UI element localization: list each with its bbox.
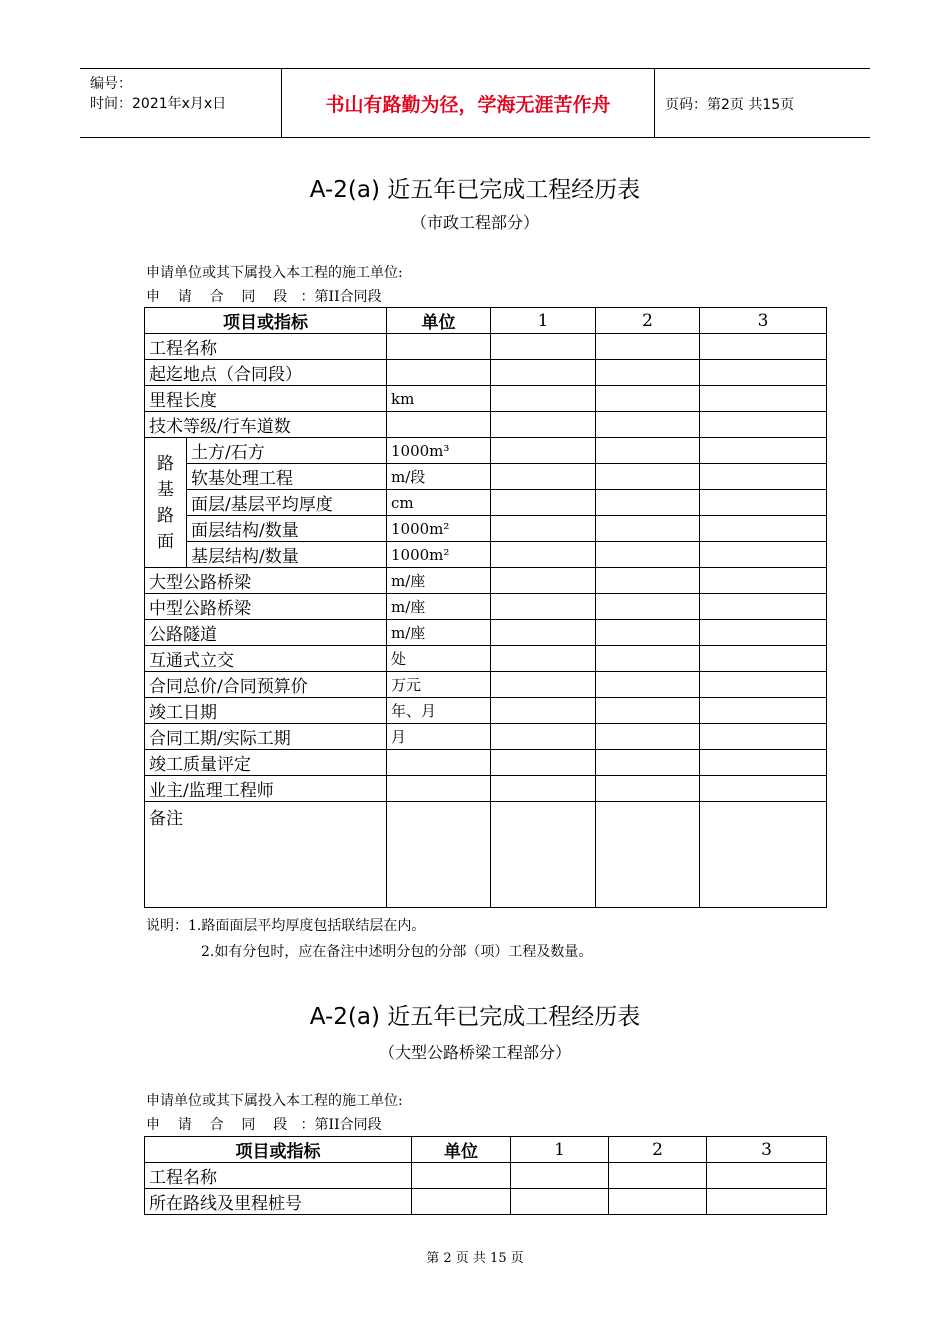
- table-cell: [700, 750, 827, 776]
- table-row: [145, 1189, 827, 1215]
- table-cell: [596, 516, 700, 542]
- header-page-label: 页码：第2页 共15页: [665, 97, 795, 113]
- table-cell: [609, 1189, 707, 1215]
- table-cell: [596, 438, 700, 464]
- section1-applicant-line: 申请单位或其下属投入本工程的施工单位:: [146, 265, 403, 281]
- table-cell: [491, 620, 596, 646]
- row-unit: 年、月: [387, 698, 491, 724]
- table-cell: [596, 412, 700, 438]
- table-cell: [491, 516, 596, 542]
- header-col-1: 1: [491, 308, 596, 334]
- note-2: 2.如有分包时，应在备注中述明分包的分部（项）工程及数量。: [201, 944, 593, 960]
- row-unit: [412, 1189, 511, 1215]
- section2-subtitle: （大型公路桥梁工程部分）: [378, 1043, 571, 1062]
- table-cell: [491, 412, 596, 438]
- table-cell: [596, 698, 700, 724]
- table-cell: [596, 594, 700, 620]
- table-row: [145, 542, 827, 568]
- row-unit: [387, 360, 491, 386]
- table-cell: [707, 1189, 827, 1215]
- table-cell: [700, 802, 827, 908]
- table-cell: [700, 412, 827, 438]
- row-unit: 1000m²: [387, 516, 491, 542]
- table-row: [145, 724, 827, 750]
- table-cell: [511, 1189, 609, 1215]
- table-cell: [596, 542, 700, 568]
- table-cell: [596, 360, 700, 386]
- table-row: [145, 646, 827, 672]
- row-item: 里程长度: [145, 386, 387, 412]
- row-unit: 1000m³: [387, 438, 491, 464]
- table-cell: [491, 646, 596, 672]
- table-row: [145, 1163, 827, 1189]
- row-unit: [387, 334, 491, 360]
- table-cell: [511, 1163, 609, 1189]
- table-row: [145, 334, 827, 360]
- header-item: 项目或指标: [145, 308, 387, 334]
- header-col-3: 3: [707, 1137, 827, 1163]
- table-cell: [700, 464, 827, 490]
- table-cell: [596, 620, 700, 646]
- table-cell: [700, 646, 827, 672]
- section1-table: [144, 307, 827, 908]
- table-cell: [491, 672, 596, 698]
- table-cell: [596, 386, 700, 412]
- header-motto: 书山有路勤为径，学海无涯苦作舟: [281, 69, 655, 137]
- row-item: 竣工质量评定: [145, 750, 387, 776]
- group-label-text: 路基路面: [157, 453, 174, 552]
- table-cell: [700, 568, 827, 594]
- row-item: 合同工期/实际工期: [145, 724, 387, 750]
- table-row: [145, 490, 827, 516]
- row-item: 面层/基层平均厚度: [187, 490, 387, 516]
- table-cell: [596, 802, 700, 908]
- header-col-3: 3: [700, 308, 827, 334]
- row-item: 所在路线及里程桩号: [145, 1189, 412, 1215]
- table-cell: [700, 672, 827, 698]
- table-cell: [491, 386, 596, 412]
- table-cell: [700, 542, 827, 568]
- row-item: 工程名称: [145, 1163, 412, 1189]
- table-row: [145, 438, 827, 464]
- row-item: 起迄地点（合同段）: [145, 360, 387, 386]
- table-header-row: [145, 308, 827, 334]
- table-row: [145, 516, 827, 542]
- table-cell: [700, 698, 827, 724]
- table-cell: [491, 542, 596, 568]
- header-left-cell: [80, 69, 281, 137]
- row-item: 基层结构/数量: [187, 542, 387, 568]
- header-item: 项目或指标: [145, 1137, 412, 1163]
- table-cell: [491, 802, 596, 908]
- header-col-2: 2: [596, 308, 700, 334]
- page-header: [80, 68, 870, 138]
- table-cell: [700, 724, 827, 750]
- table-row: [145, 594, 827, 620]
- row-item: 土方/石方: [187, 438, 387, 464]
- header-col-2: 2: [609, 1137, 707, 1163]
- table-cell: [491, 490, 596, 516]
- row-item: 公路隧道: [145, 620, 387, 646]
- row-item: 面层结构/数量: [187, 516, 387, 542]
- row-unit: 万元: [387, 672, 491, 698]
- table-cell: [491, 750, 596, 776]
- section2-title: A-2(a) 近五年已完成工程经历表: [309, 1004, 641, 1030]
- table-row: [145, 464, 827, 490]
- row-unit: 1000m²: [387, 542, 491, 568]
- row-item: 大型公路桥梁: [145, 568, 387, 594]
- section1-contract-line: 申 请 合 同 段 ：第II合同段: [146, 289, 382, 305]
- table-cell: [700, 490, 827, 516]
- table-row: [145, 672, 827, 698]
- table-row: [145, 360, 827, 386]
- page-footer: 第 2 页 共 15 页: [426, 1251, 524, 1266]
- row-item: 竣工日期: [145, 698, 387, 724]
- row-unit: m/座: [387, 620, 491, 646]
- section2-contract-line: 申 请 合 同 段 ：第II合同段: [146, 1117, 382, 1133]
- table-cell: [596, 490, 700, 516]
- group-label: [145, 438, 187, 568]
- table-cell: [491, 438, 596, 464]
- table-cell: [491, 776, 596, 802]
- header-unit: 单位: [412, 1137, 511, 1163]
- row-item: 技术等级/行车道数: [145, 412, 387, 438]
- row-item: 工程名称: [145, 334, 387, 360]
- table-cell: [491, 334, 596, 360]
- table-cell: [491, 594, 596, 620]
- row-unit: m/座: [387, 594, 491, 620]
- remark-row: [145, 802, 827, 908]
- row-unit: cm: [387, 490, 491, 516]
- header-unit: 单位: [387, 308, 491, 334]
- table-cell: [596, 724, 700, 750]
- row-item: 软基处理工程: [187, 464, 387, 490]
- table-cell: [596, 568, 700, 594]
- row-item: 中型公路桥梁: [145, 594, 387, 620]
- table-cell: [491, 698, 596, 724]
- section2-applicant-line: 申请单位或其下属投入本工程的施工单位:: [146, 1093, 403, 1109]
- table-header-row: [145, 1137, 827, 1163]
- row-item: 业主/监理工程师: [145, 776, 387, 802]
- section1-title: A-2(a) 近五年已完成工程经历表: [309, 177, 641, 203]
- table-cell: [700, 620, 827, 646]
- table-cell: [491, 724, 596, 750]
- table-cell: [491, 360, 596, 386]
- table-cell: [700, 334, 827, 360]
- table-cell: [596, 776, 700, 802]
- table-cell: [700, 438, 827, 464]
- section2-table: [144, 1136, 827, 1215]
- date-label: 时间：2021年x月x日: [90, 96, 227, 112]
- table-cell: [596, 750, 700, 776]
- row-unit: km: [387, 386, 491, 412]
- row-item: 合同总价/合同预算价: [145, 672, 387, 698]
- table-cell: [596, 646, 700, 672]
- section1-subtitle: （市政工程部分）: [410, 213, 539, 232]
- table-cell: [491, 464, 596, 490]
- row-item: 互通式立交: [145, 646, 387, 672]
- table-cell: [596, 464, 700, 490]
- row-unit: 处: [387, 646, 491, 672]
- header-col-1: 1: [511, 1137, 609, 1163]
- table-cell: [700, 776, 827, 802]
- row-unit: m/座: [387, 568, 491, 594]
- table-row: [145, 620, 827, 646]
- table-row: [145, 412, 827, 438]
- row-unit: [387, 776, 491, 802]
- table-cell: [491, 568, 596, 594]
- row-unit: 月: [387, 724, 491, 750]
- table-row: [145, 386, 827, 412]
- table-row: [145, 568, 827, 594]
- doc-number-label: 编号：: [90, 76, 132, 92]
- note-1: 说明：1.路面面层平均厚度包括联结层在内。: [146, 918, 426, 934]
- row-unit: [387, 412, 491, 438]
- table-cell: [596, 334, 700, 360]
- table-row: [145, 776, 827, 802]
- row-unit: [412, 1163, 511, 1189]
- table-row: [145, 750, 827, 776]
- table-cell: [609, 1163, 707, 1189]
- table-cell: [700, 386, 827, 412]
- row-unit: m/段: [387, 464, 491, 490]
- row-unit: [387, 750, 491, 776]
- table-cell: [700, 594, 827, 620]
- remark-label: 备注: [145, 802, 387, 908]
- table-cell: [707, 1163, 827, 1189]
- table-cell: [387, 802, 491, 908]
- table-cell: [596, 672, 700, 698]
- table-cell: [700, 516, 827, 542]
- table-cell: [700, 360, 827, 386]
- table-row: [145, 698, 827, 724]
